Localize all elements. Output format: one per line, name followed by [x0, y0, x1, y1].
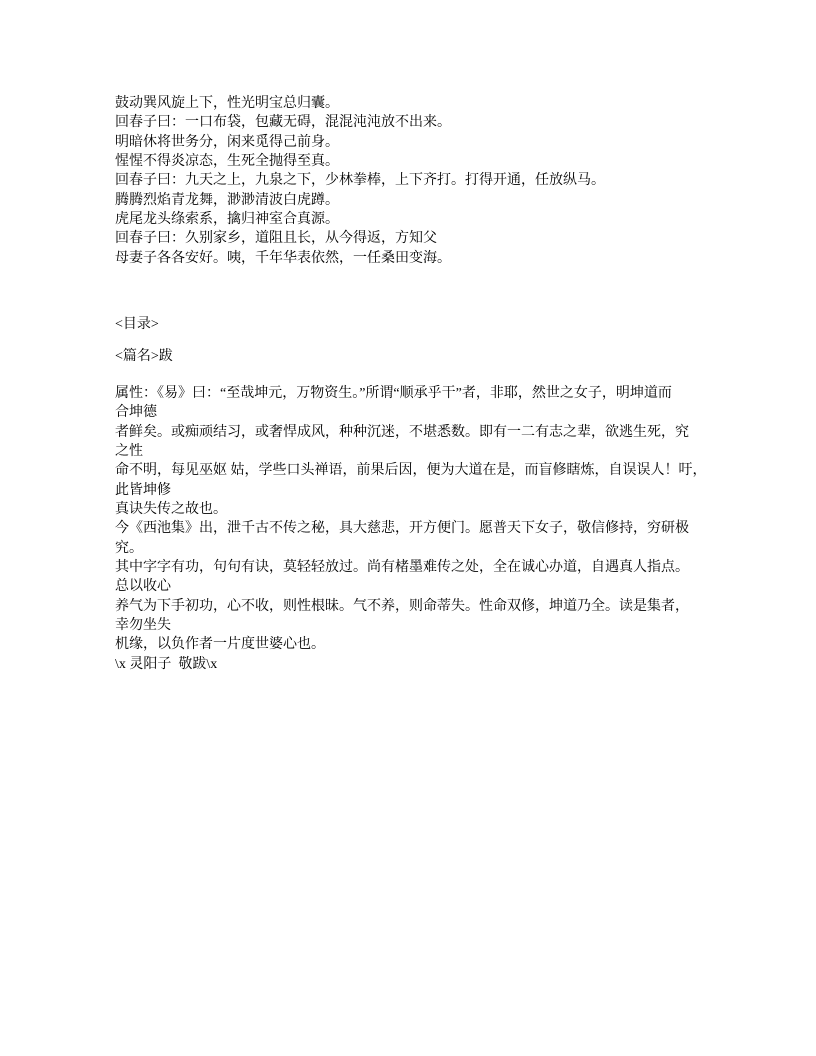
text-line: 幸勿坐失	[115, 618, 171, 634]
text-line: 惺惺不得炎凉态，生死全抛得至真。	[115, 154, 339, 170]
text-line: 属性：《易》曰：“至哉坤元，万物资生。”所谓“顺承乎干”者，非耶，然世之女子，明坤道而	[115, 386, 672, 401]
text-line: 机缘，以负作者一片度世婆心也。	[115, 637, 325, 653]
text-line: 命不明，每见巫妪 姑，学些口头禅语，前果后因，便为大道在是，而盲修瞎炼，自误误人！吁，	[115, 463, 707, 479]
text-line: \x 灵阳子 敬跋\x	[115, 656, 218, 672]
text-line: 回春子曰：九天之上，九泉之下，少林拳棒，上下齐打。打得开通，任放纵马。	[115, 173, 605, 189]
toc-marker: <目录>	[115, 317, 159, 332]
text-line: 腾腾烈焰青龙舞，渺渺清波白虎蹲。	[115, 192, 339, 208]
text-line: 总以收心	[115, 579, 171, 595]
text-line: 虎尾龙头绦索系，擒归神室合真源。	[115, 212, 339, 228]
text-line: 真诀失传之故也。	[115, 502, 227, 518]
text-line: 养气为下手初功，心不收，则性根昧。气不养，则命蒂失。性命双修，坤道乃全。读是集者，	[115, 598, 689, 614]
text-line: 其中字字有功，句句有诀，莫轻轻放过。尚有楮墨难传之处，全在诚心办道，自遇真人指点。	[115, 560, 689, 576]
text-line: 明暗休将世务分，闲来觅得己前身。	[115, 134, 339, 150]
toc-marker-line	[115, 315, 725, 334]
text-line: 今《西池集》出，泄千古不传之秘，具大慈悲，开方便门。愿普天下女子，敬信修持，穷研极	[115, 521, 689, 537]
text-line: 合坤德	[115, 405, 157, 421]
section-marker-line	[115, 347, 725, 366]
text-line: 母妻子各各安好。咦，千年华表依然，一任桑田变海。	[115, 250, 451, 266]
text-line: 此皆坤修	[115, 482, 171, 498]
text-line: 回春子曰：久别家乡，道阻且长，从今得返，方知父	[115, 231, 437, 247]
poem-block	[115, 94, 725, 268]
text-line: 者鲜矣。或痴顽结习，或奢悍成风，种种沉迷，不堪悉数。即有一二有志之辈，欲逃生死，究	[115, 424, 689, 440]
postscript-paragraph	[115, 384, 725, 674]
text-line: 鼓动巽风旋上下，性光明宝总归囊。	[115, 96, 339, 111]
text-line: 之性	[115, 444, 143, 460]
section-marker: <篇名>跋	[115, 349, 173, 364]
text-line: 回春子曰：一口布袋，包藏无碍，混混沌沌放不出来。	[115, 115, 451, 131]
text-line: 究。	[115, 540, 143, 556]
